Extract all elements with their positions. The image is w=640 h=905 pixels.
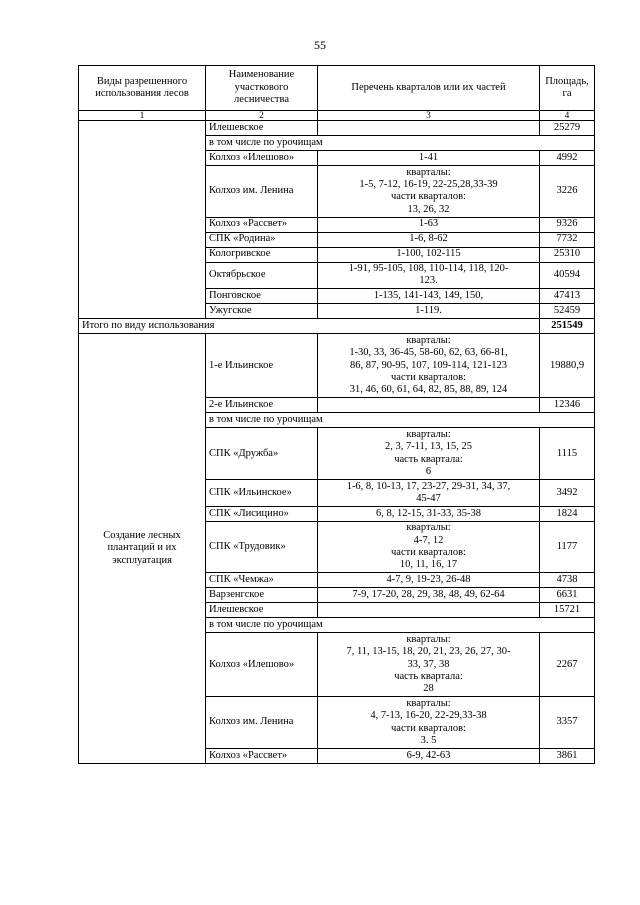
district-name-cell: СПК «Дружба»	[206, 428, 318, 480]
forest-use-table	[78, 65, 595, 764]
quarters-cell: кварталы: 1-30, 33, 36-45, 58-60, 62, 63, 66-81, 86, 87, 90-95, 107, 109-114, 121-123 части кварталов: 31, 46, 60, 61, 64, 82, 85, 88, 89, 124	[318, 334, 540, 398]
quarters-cell: кварталы: 1-5, 7-12, 16-19, 22-25,28,33-39 части кварталов: 13, 26, 32	[318, 166, 540, 218]
area-cell: 47413	[540, 289, 595, 304]
total-label: Итого по виду использования	[79, 319, 540, 334]
area-cell: 3492	[540, 479, 595, 506]
district-name-cell: СПК «Ильинское»	[206, 479, 318, 506]
use-type-cell	[79, 121, 206, 319]
area-cell: 25310	[540, 247, 595, 262]
district-name-cell: Колхоз «Илешово»	[206, 633, 318, 697]
district-name-cell: СПК «Лисицино»	[206, 506, 318, 521]
quarters-cell: 4-7, 9, 19-23, 26-48	[318, 573, 540, 588]
area-cell: 1824	[540, 506, 595, 521]
area-cell: 25279	[540, 121, 595, 136]
quarters-cell: 6, 8, 12-15, 31-33, 35-38	[318, 506, 540, 521]
quarters-cell: кварталы: 2, 3, 7-11, 13, 15, 25 часть квартала: 6	[318, 428, 540, 480]
quarters-cell: 1-6, 8, 10-13, 17, 23-27, 29-31, 34, 37, 45-47	[318, 479, 540, 506]
area-cell: 7732	[540, 232, 595, 247]
area-cell: 19880,9	[540, 334, 595, 398]
district-name-cell: СПК «Чемжа»	[206, 573, 318, 588]
quarters-cell: кварталы: 4, 7-13, 16-20, 22-29,33-38 части кварталов: 3. 5	[318, 697, 540, 749]
subheading-cell: в том числе по урочищам	[206, 618, 595, 633]
column-number: 3	[318, 111, 540, 121]
area-cell: 3861	[540, 748, 595, 763]
area-cell: 40594	[540, 262, 595, 289]
header-quarters: Перечень кварталов или их частей	[318, 66, 540, 111]
column-number: 4	[540, 111, 595, 121]
district-name-cell: Октябрьское	[206, 262, 318, 289]
subheading-cell: в том числе по урочищам	[206, 136, 595, 151]
column-number: 1	[79, 111, 206, 121]
area-cell: 1115	[540, 428, 595, 480]
district-name-cell: СПК «Родина»	[206, 232, 318, 247]
quarters-cell: 6-9, 42-63	[318, 748, 540, 763]
area-cell: 4992	[540, 151, 595, 166]
quarters-cell	[318, 121, 540, 136]
district-name-cell: 2-е Ильинское	[206, 398, 318, 413]
header-area: Площадь, га	[540, 66, 595, 111]
total-value: 251549	[540, 319, 595, 334]
quarters-cell: 1-91, 95-105, 108, 110-114, 118, 120- 123.	[318, 262, 540, 289]
quarters-cell: 7-9, 17-20, 28, 29, 38, 48, 49, 62-64	[318, 588, 540, 603]
area-cell: 9326	[540, 217, 595, 232]
district-name-cell: СПК «Трудовик»	[206, 521, 318, 573]
area-cell: 52459	[540, 304, 595, 319]
quarters-cell: 1-63	[318, 217, 540, 232]
area-cell: 12346	[540, 398, 595, 413]
district-name-cell: Колхоз «Илешово»	[206, 151, 318, 166]
area-cell: 15721	[540, 603, 595, 618]
header-use-type: Виды разрешенного использования лесов	[79, 66, 206, 111]
quarters-cell	[318, 398, 540, 413]
use-type-cell: Создание лесных плантаций и их эксплуатация	[79, 334, 206, 764]
header-district: Наименование участкового лесничества	[206, 66, 318, 111]
column-number: 2	[206, 111, 318, 121]
quarters-cell: 1-119.	[318, 304, 540, 319]
district-name-cell: 1-е Ильинское	[206, 334, 318, 398]
quarters-cell: 1-41	[318, 151, 540, 166]
table-header-row	[79, 66, 595, 111]
quarters-cell	[318, 603, 540, 618]
subheading-cell: в том числе по урочищам	[206, 413, 595, 428]
district-name-cell: Илешевское	[206, 121, 318, 136]
district-name-cell: Варзенгское	[206, 588, 318, 603]
quarters-cell: 1-135, 141-143, 149, 150,	[318, 289, 540, 304]
area-cell: 6631	[540, 588, 595, 603]
area-cell: 4738	[540, 573, 595, 588]
table-row	[79, 334, 595, 398]
district-name-cell: Понговское	[206, 289, 318, 304]
area-cell: 2267	[540, 633, 595, 697]
page-number: 55	[314, 38, 326, 52]
district-name-cell: Колхоз им. Ленина	[206, 166, 318, 218]
quarters-cell: 1-100, 102-115	[318, 247, 540, 262]
area-cell: 3226	[540, 166, 595, 218]
column-number-row	[79, 111, 595, 121]
area-cell: 1177	[540, 521, 595, 573]
district-name-cell: Ужугское	[206, 304, 318, 319]
area-cell: 3357	[540, 697, 595, 749]
district-name-cell: Кологривское	[206, 247, 318, 262]
table-row	[79, 121, 595, 136]
quarters-cell: кварталы: 4-7, 12 части кварталов: 10, 11, 16, 17	[318, 521, 540, 573]
total-row	[79, 319, 595, 334]
district-name-cell: Колхоз им. Ленина	[206, 697, 318, 749]
district-name-cell: Колхоз «Рассвет»	[206, 748, 318, 763]
quarters-cell: кварталы: 7, 11, 13-15, 18, 20, 21, 23, 26, 27, 30- 33, 37, 38 часть квартала: 28	[318, 633, 540, 697]
district-name-cell: Илешевское	[206, 603, 318, 618]
quarters-cell: 1-6, 8-62	[318, 232, 540, 247]
district-name-cell: Колхоз «Рассвет»	[206, 217, 318, 232]
